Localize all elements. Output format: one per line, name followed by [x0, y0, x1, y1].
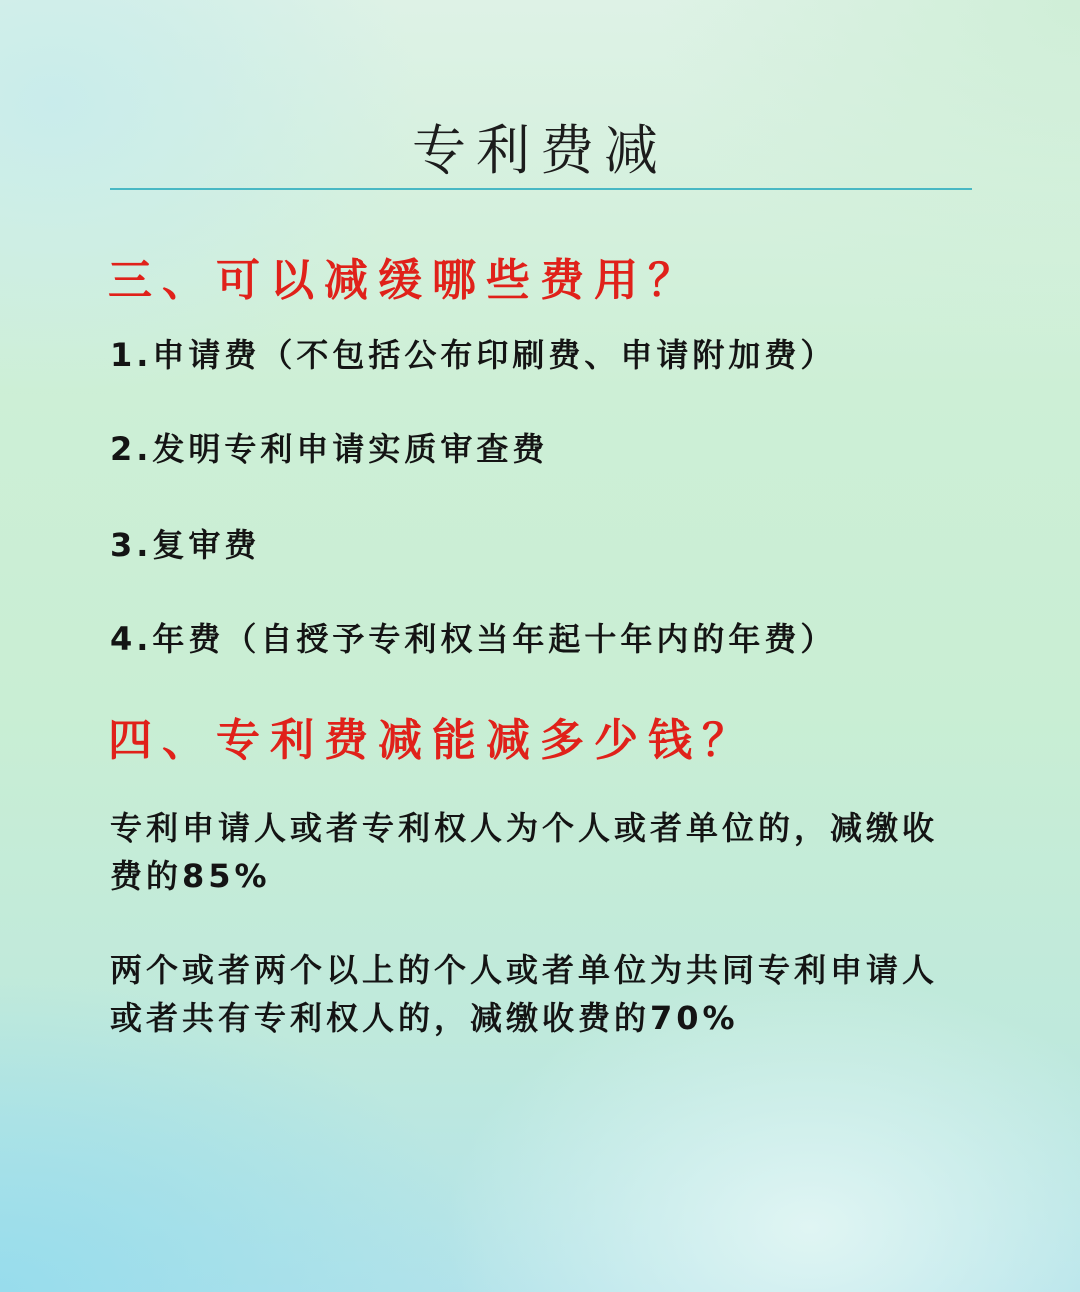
- section-3-heading: 三、可以减缓哪些费用？: [108, 255, 702, 306]
- title-divider: [110, 188, 972, 190]
- reduction-rule-2: 两个或者两个以上的个人或者单位为共同专利申请人或者共有专利权人的，减缴收费的70%: [110, 951, 939, 1037]
- fee-item-1: 1.申请费（不包括公布印刷费、申请附加费）: [110, 336, 837, 374]
- section-4-heading: 四、专利费减能减多少钱？: [108, 715, 756, 766]
- reduction-rule-1: 专利申请人或者专利权人为个人或者单位的，减缴收费的85%: [110, 809, 939, 895]
- fee-item-4: 4.年费（自授予专利权当年起十年内的年费）: [110, 620, 837, 658]
- fee-item-2: 2.发明专利申请实质审查费: [110, 430, 549, 468]
- fee-item-3: 3.复审费: [110, 526, 261, 564]
- page-title: 专利费减: [412, 119, 668, 182]
